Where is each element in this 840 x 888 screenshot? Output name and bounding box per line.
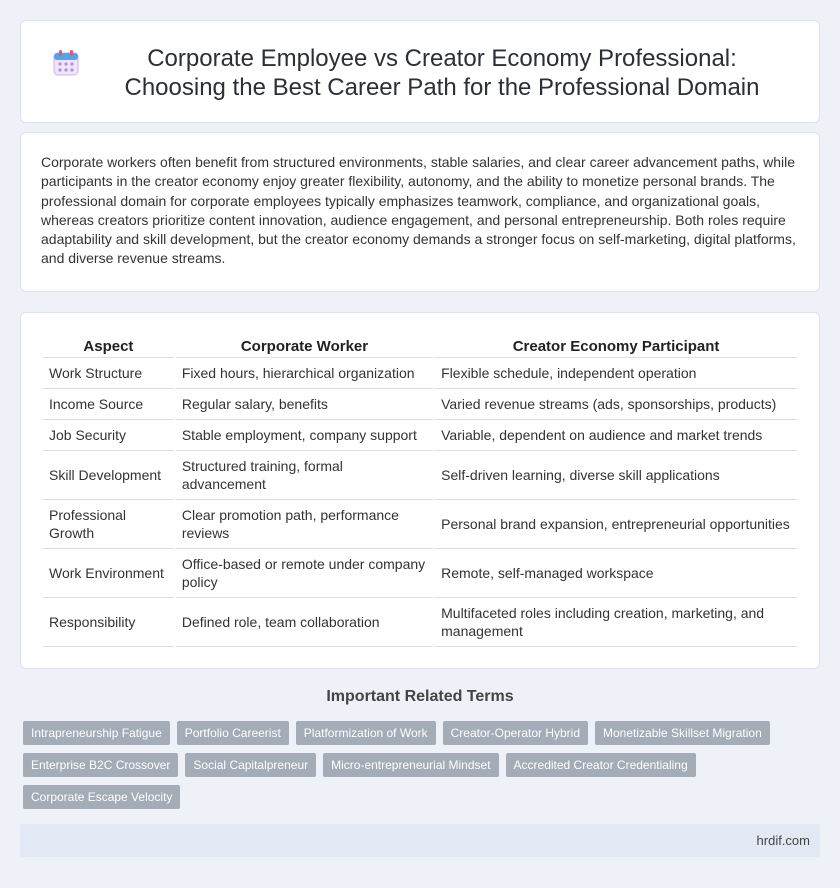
header-card	[20, 20, 820, 123]
related-term-tag[interactable]: Enterprise B2C Crossover	[23, 753, 178, 777]
table-header-row	[43, 333, 797, 358]
creator-cell: Self-driven learning, diverse skill applications	[435, 451, 797, 500]
creator-cell: Varied revenue streams (ads, sponsorships, products)	[435, 389, 797, 420]
column-header-aspect: Aspect	[43, 333, 174, 358]
related-term-tag[interactable]: Monetizable Skillset Migration	[595, 721, 770, 745]
intro-card	[20, 132, 820, 292]
creator-cell: Multifaceted roles including creation, marketing, and management	[435, 598, 797, 647]
aspect-cell: Work Structure	[43, 358, 174, 389]
corporate-cell: Office-based or remote under company policy	[176, 549, 433, 598]
comparison-table	[41, 333, 799, 647]
aspect-cell: Income Source	[43, 389, 174, 420]
page-title: Corporate Employee vs Creator Economy Professional: Choosing the Best Career Path for the Professional Domain	[124, 45, 760, 101]
corporate-cell: Clear promotion path, performance reviews	[176, 500, 433, 549]
aspect-cell: Job Security	[43, 420, 174, 451]
table-row	[43, 389, 797, 420]
related-term-tag[interactable]: Platformization of Work	[296, 721, 436, 745]
aspect-cell: Professional Growth	[43, 500, 174, 549]
footer-site-link[interactable]: hrdif.com	[756, 833, 810, 848]
creator-cell: Remote, self-managed workspace	[435, 549, 797, 598]
corporate-cell: Fixed hours, hierarchical organization	[176, 358, 433, 389]
calendar-icon	[51, 48, 81, 78]
creator-cell: Flexible schedule, independent operation	[435, 358, 797, 389]
comparison-table-card	[20, 312, 820, 669]
related-term-tag[interactable]: Creator-Operator Hybrid	[443, 721, 588, 745]
table-row	[43, 500, 797, 549]
related-term-tag[interactable]: Social Capitalpreneur	[185, 753, 316, 777]
table-row	[43, 598, 797, 647]
related-terms-list	[23, 721, 813, 809]
related-term-tag[interactable]: Portfolio Careerist	[177, 721, 289, 745]
footer-bar	[20, 824, 820, 857]
corporate-cell: Stable employment, company support	[176, 420, 433, 451]
related-term-tag[interactable]: Micro-entrepreneurial Mindset	[323, 753, 498, 777]
table-row	[43, 358, 797, 389]
corporate-cell: Defined role, team collaboration	[176, 598, 433, 647]
creator-cell: Personal brand expansion, entrepreneurial opportunities	[435, 500, 797, 549]
related-term-tag[interactable]: Accredited Creator Credentialing	[506, 753, 696, 777]
related-term-tag[interactable]: Intrapreneurship Fatigue	[23, 721, 170, 745]
corporate-cell: Structured training, formal advancement	[176, 451, 433, 500]
aspect-cell: Responsibility	[43, 598, 174, 647]
aspect-cell: Skill Development	[43, 451, 174, 500]
column-header-creator: Creator Economy Participant	[435, 333, 797, 358]
corporate-cell: Regular salary, benefits	[176, 389, 433, 420]
table-row	[43, 420, 797, 451]
column-header-corporate: Corporate Worker	[176, 333, 433, 358]
creator-cell: Variable, dependent on audience and market trends	[435, 420, 797, 451]
intro-paragraph: Corporate workers often benefit from structured environments, stable salaries, and clear career advancement paths, while participants in the creator economy enjoy greater flexibility, autonomy, and the ability to monetize personal brands. The professional domain for corporate employees typically emphasizes teamwork, compliance, and organizational goals, whereas creators prioritize content innovation, audience engagement, and personal entrepreneurship. Both roles require adaptability and skill development, but the creator economy demands a stronger focus on self-marketing, digital platforms, and diverse revenue streams.	[41, 154, 796, 267]
table-row	[43, 451, 797, 500]
related-terms-heading: Important Related Terms	[326, 688, 514, 705]
related-term-tag[interactable]: Corporate Escape Velocity	[23, 785, 180, 809]
aspect-cell: Work Environment	[43, 549, 174, 598]
table-row	[43, 549, 797, 598]
